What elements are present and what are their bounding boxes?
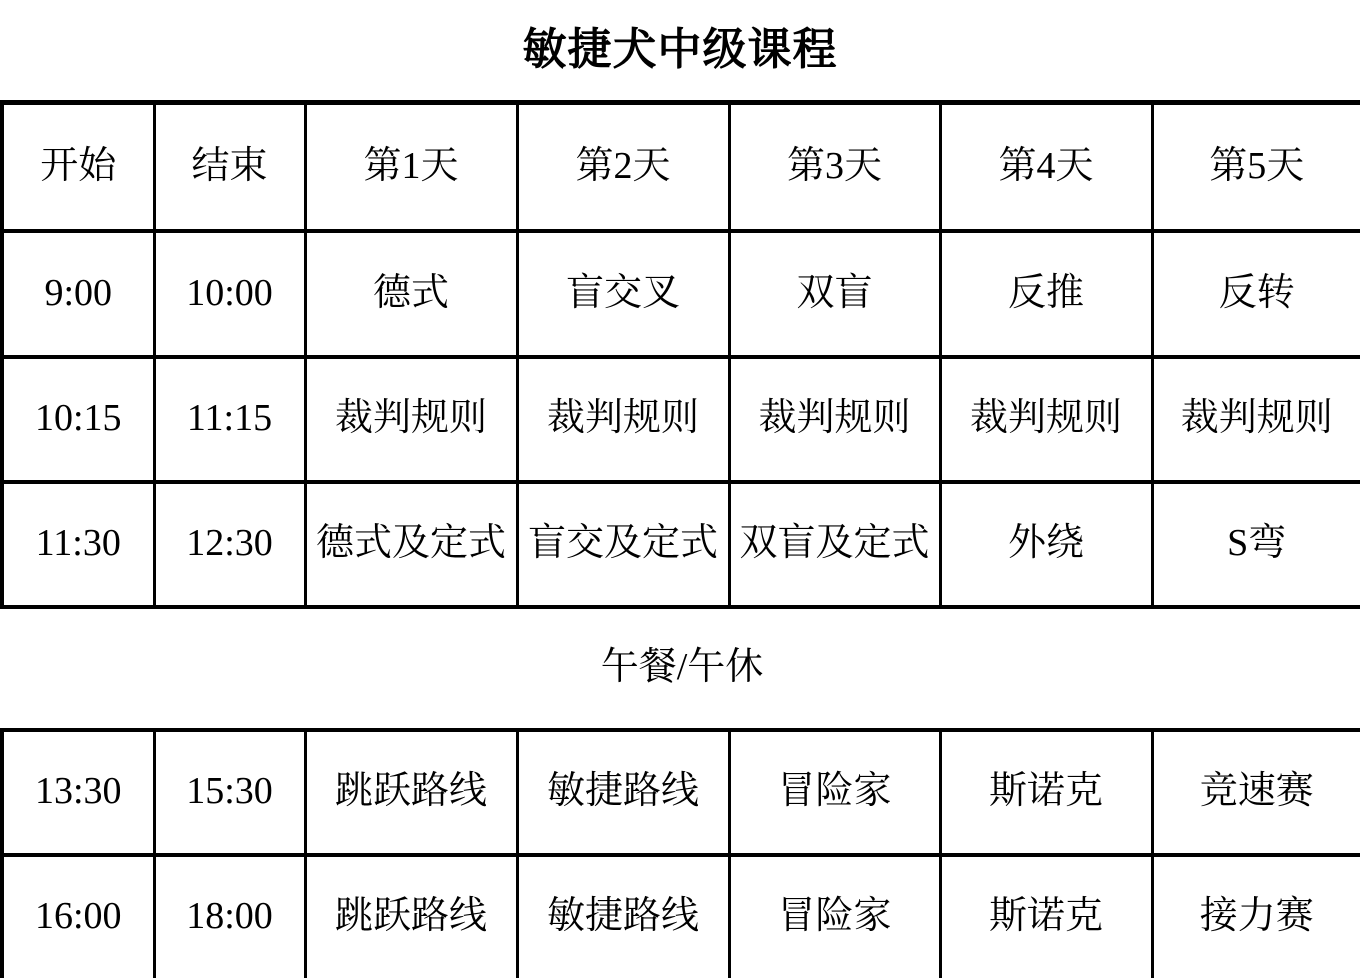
day2-activity-cell: 敏捷路线 (517, 855, 729, 978)
day3-activity-cell: 冒险家 (729, 730, 940, 855)
day2-activity-cell: 敏捷路线 (517, 730, 729, 855)
table-row (2, 357, 1360, 482)
start-time-cell: 13:30 (2, 730, 154, 855)
start-time-cell: 10:15 (2, 357, 154, 482)
day1-activity-cell: 跳跃路线 (305, 730, 517, 855)
header-day-5: 第5天 (1152, 103, 1360, 231)
header-day-4: 第4天 (940, 103, 1152, 231)
header-end: 结束 (154, 103, 305, 231)
header-day-1: 第1天 (305, 103, 517, 231)
day4-activity-cell: 外绕 (940, 482, 1152, 607)
table-row (2, 482, 1360, 607)
day1-activity-cell: 跳跃路线 (305, 855, 517, 978)
day3-activity-cell: 裁判规则 (729, 357, 940, 482)
day2-activity-cell: 盲交叉 (517, 231, 729, 357)
day1-activity-cell: 德式 (305, 231, 517, 357)
course-schedule-table (0, 100, 1360, 978)
header-start: 开始 (2, 103, 154, 231)
day4-activity-cell: 斯诺克 (940, 730, 1152, 855)
start-time-cell: 11:30 (2, 482, 154, 607)
end-time-cell: 12:30 (154, 482, 305, 607)
lunch-break-cell: 午餐/午休 (2, 607, 1360, 730)
day5-activity-cell: 接力赛 (1152, 855, 1360, 978)
table-header-row (2, 103, 1360, 231)
header-day-3: 第3天 (729, 103, 940, 231)
day4-activity-cell: 斯诺克 (940, 855, 1152, 978)
end-time-cell: 18:00 (154, 855, 305, 978)
day4-activity-cell: 反推 (940, 231, 1152, 357)
end-time-cell: 15:30 (154, 730, 305, 855)
title-bar (0, 0, 1360, 100)
lunch-break-row (2, 607, 1360, 730)
day4-activity-cell: 裁判规则 (940, 357, 1152, 482)
day3-activity-cell: 双盲 (729, 231, 940, 357)
start-time-cell: 16:00 (2, 855, 154, 978)
start-time-cell: 9:00 (2, 231, 154, 357)
page-title: 敏捷犬中级课程 (522, 25, 838, 74)
day5-activity-cell: 竞速赛 (1152, 730, 1360, 855)
day2-activity-cell: 盲交及定式 (517, 482, 729, 607)
day1-activity-cell: 裁判规则 (305, 357, 517, 482)
end-time-cell: 10:00 (154, 231, 305, 357)
day5-activity-cell: 反转 (1152, 231, 1360, 357)
end-time-cell: 11:15 (154, 357, 305, 482)
table-row (2, 855, 1360, 978)
header-day-2: 第2天 (517, 103, 729, 231)
day3-activity-cell: 冒险家 (729, 855, 940, 978)
day5-activity-cell: 裁判规则 (1152, 357, 1360, 482)
day3-activity-cell: 双盲及定式 (729, 482, 940, 607)
day2-activity-cell: 裁判规则 (517, 357, 729, 482)
day1-activity-cell: 德式及定式 (305, 482, 517, 607)
table-row (2, 730, 1360, 855)
table-row (2, 231, 1360, 357)
day5-activity-cell: S弯 (1152, 482, 1360, 607)
